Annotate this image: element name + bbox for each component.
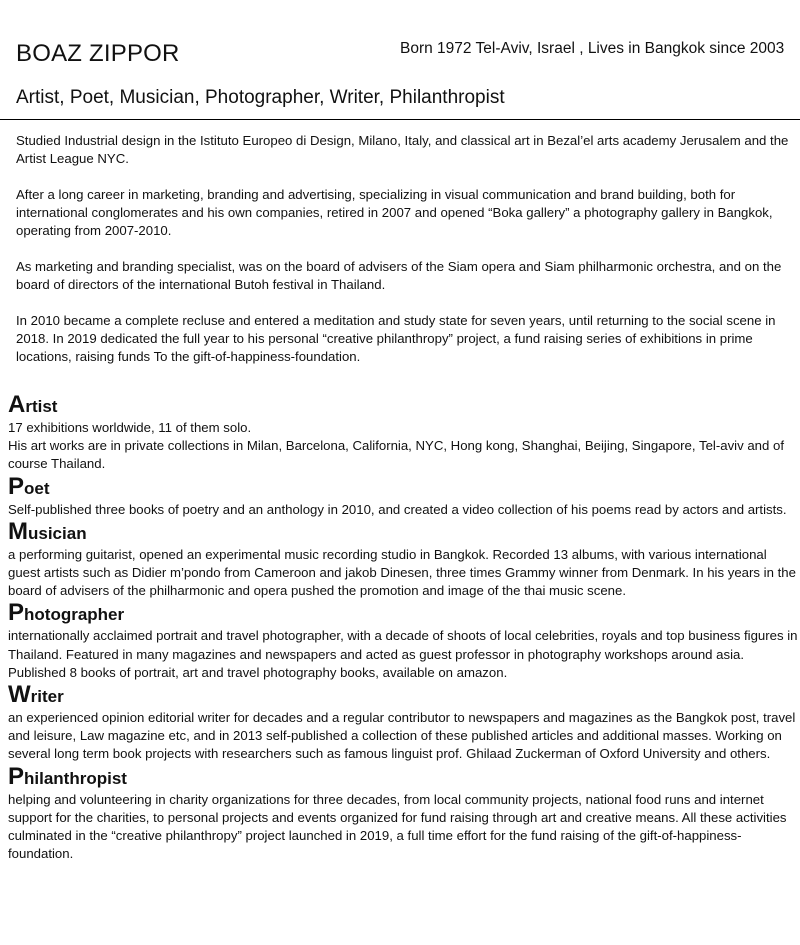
header-divider xyxy=(0,119,800,120)
section-heading: Writer xyxy=(8,681,64,709)
page-subtitle: Artist, Poet, Musician, Photographer, Writer, Philanthropist xyxy=(16,87,505,108)
section-line: a performing guitarist, opened an experimental music recording studio in Bangkok. Recorded 13 albums, with various international guest artists such as Didier m’pondo from Cameroon and jakob Dinesen, three times Grammy winner from Denmark. In his years in the board of advisers of the philharmonic and opera pushed the promotion and image of the thai music scene. xyxy=(8,546,796,599)
page-title: BOAZ ZIPPOR xyxy=(16,40,180,67)
birth-info: Born 1972 Tel-Aviv, Israel , Lives in Bangkok since 2003 xyxy=(400,40,785,57)
intro-paragraph: After a long career in marketing, branding and advertising, specializing in visual communication and brand building, both for international conglomerates and his own companies, retired in 2007 and opened “Boka gallery” a photography gallery in Bangkok, operating from 2007-2010. xyxy=(16,187,773,238)
section-line: His art works are in private collections in Milan, Barcelona, California, NYC, Hong kong, Shanghai, Beijing, Singapore, Tel-aviv and of course Thailand. xyxy=(8,438,785,472)
intro-block xyxy=(16,132,796,384)
section-artist xyxy=(8,392,798,474)
section-heading: Philanthropist xyxy=(8,762,127,790)
intro-paragraph: Studied Industrial design in the Istituto Europeo di Design, Milano, Italy, and classical art in Bezal’el arts academy Jerusalem and the Artist League NYC. xyxy=(16,133,789,166)
section-line: helping and volunteering in charity organizations for three decades, from local community projects, national food runs and internet support for the charities, to personal projects and events organized for fund raising through art and creative means. All these activities culminated in the “creative philanthropy” project launched in 2019, a full time effort for the fund raising of the gift-of-happiness-foundation. xyxy=(8,791,787,862)
section-musician xyxy=(8,519,798,601)
section-line: an experienced opinion editorial writer for decades and a regular contributor to newspapers and magazines as the Bangkok post, travel and leisure, Law magazine etc, and in 2013 self-published a collection of these published articles and additional masses. Working on several long term book projects with researchers such as famous linguist prof. Ghilaad Zuckerman of Oxford University and others. xyxy=(8,710,796,762)
section-poet xyxy=(8,474,798,519)
section-line: 17 exhibitions worldwide, 11 of them solo. xyxy=(8,420,252,435)
section-line: internationally acclaimed portrait and travel photographer, with a decade of shoots of local celebrities, royals and top business figures in Thailand. Featured in many magazines and newspapers and acted as guest professor in photography workshops around asia. Published 8 books of portrait, art and travel photography books, available on amazon. xyxy=(8,628,798,680)
section-writer xyxy=(8,682,798,764)
section-philanthropist xyxy=(8,764,798,864)
intro-paragraph: In 2010 became a complete recluse and entered a meditation and study state for seven years, until returning to the social scene in 2018. In 2019 dedicated the full year to his personal “creative philanthropy” project, a fund raising series of exhibitions in prime locations, raising funds To the gift-of-happiness-foundation. xyxy=(16,313,776,364)
section-line: Self-published three books of poetry and an anthology in 2010, and created a video collection of his poems read by actors and artists. xyxy=(8,501,787,517)
section-heading: Photographer xyxy=(8,599,125,627)
section-heading: Poet xyxy=(8,472,50,500)
section-heading: Musician xyxy=(8,517,87,545)
section-photographer xyxy=(8,600,798,682)
section-heading: Artist xyxy=(8,391,58,418)
sections-block xyxy=(8,392,798,863)
intro-paragraph: As marketing and branding specialist, was on the board of advisers of the Siam opera and Siam philharmonic orchestra, and on the board of directors of the international Butoh festival in Thailand. xyxy=(16,259,782,292)
